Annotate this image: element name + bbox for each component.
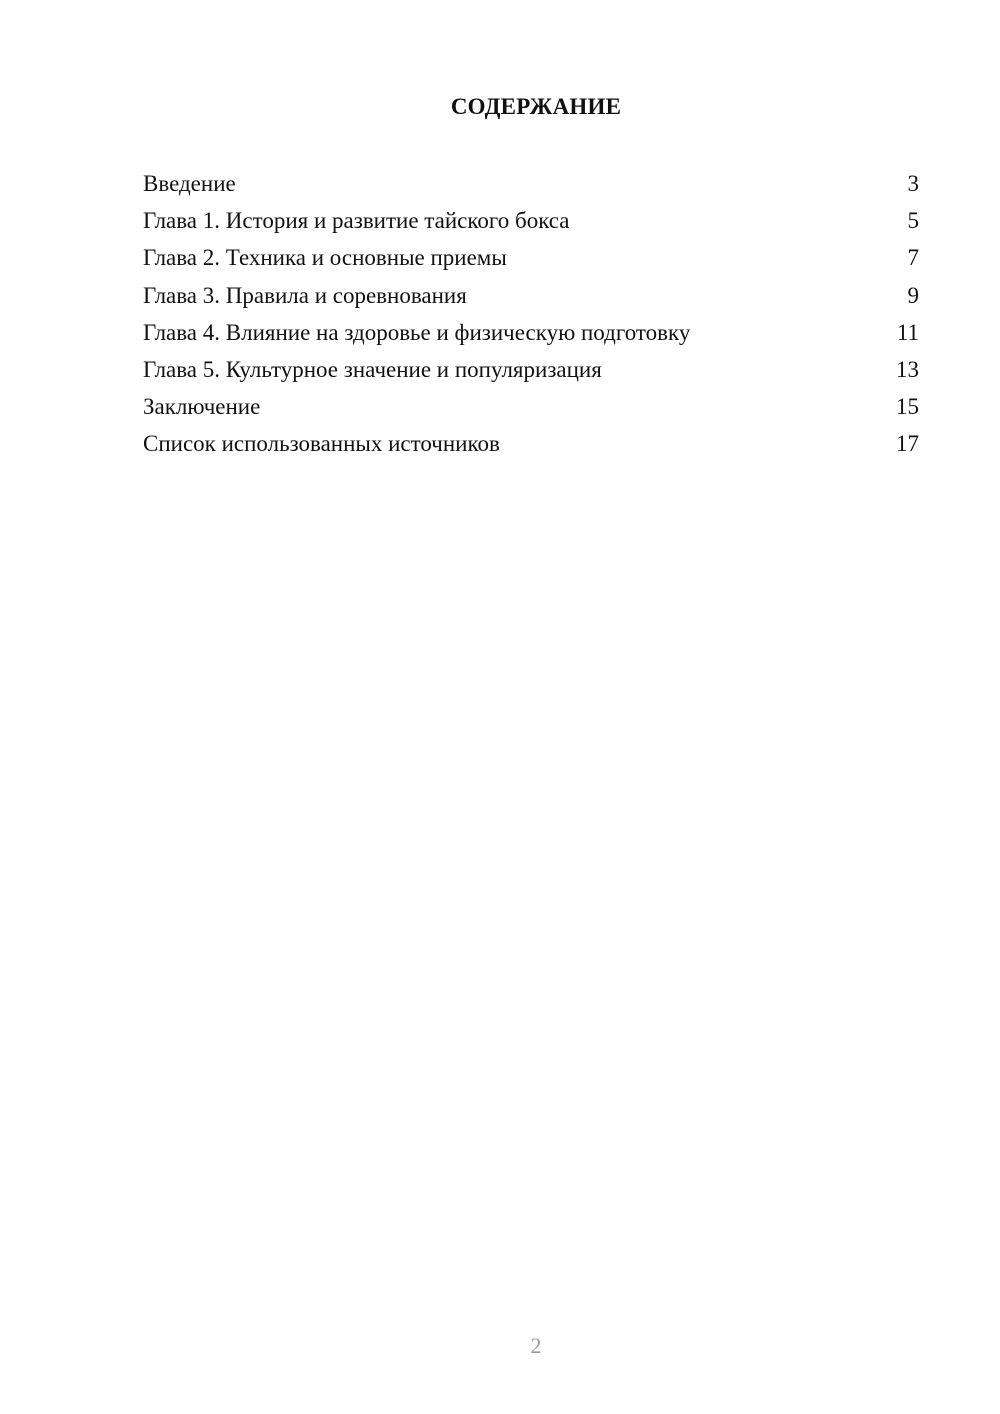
table-of-contents: [143, 169, 919, 467]
toc-entry-label: Глава 5. Культурное значение и популяризация: [143, 356, 602, 382]
toc-entry-page: 5: [907, 208, 919, 234]
toc-entry-label: Введение: [143, 171, 236, 196]
page-number: 2: [530, 1333, 542, 1358]
toc-entry-page: 11: [896, 319, 919, 345]
toc-entry-chapter-3[interactable]: [143, 281, 919, 318]
toc-entry-chapter-2[interactable]: [143, 243, 919, 280]
toc-entry-label: Глава 3. Правила и соревнования: [143, 282, 467, 308]
toc-entry-chapter-1[interactable]: [143, 206, 919, 243]
toc-entry-label: Список использованных источников: [143, 431, 500, 457]
toc-entry-label: Глава 1. История и развитие тайского бокса: [143, 208, 570, 234]
toc-entry-label: Заключение: [143, 394, 261, 420]
toc-entry-chapter-5[interactable]: [143, 355, 919, 392]
page-title: СОДЕРЖАНИЕ: [450, 94, 622, 119]
toc-entry-introduction[interactable]: [143, 169, 919, 206]
toc-entry-page: 9: [907, 282, 919, 308]
toc-entry-references[interactable]: [143, 429, 919, 466]
toc-entry-page: 15: [896, 394, 919, 420]
toc-entry-label: Глава 2. Техника и основные приемы: [143, 245, 507, 271]
toc-entry-page: 3: [907, 171, 919, 196]
toc-entry-label: Глава 4. Влияние на здоровье и физическую подготовку: [143, 319, 691, 345]
toc-entry-conclusion[interactable]: [143, 392, 919, 429]
toc-entry-page: 17: [896, 431, 919, 457]
toc-entry-chapter-4[interactable]: [143, 318, 919, 355]
toc-entry-page: 13: [896, 356, 919, 382]
toc-entry-page: 7: [907, 245, 919, 271]
